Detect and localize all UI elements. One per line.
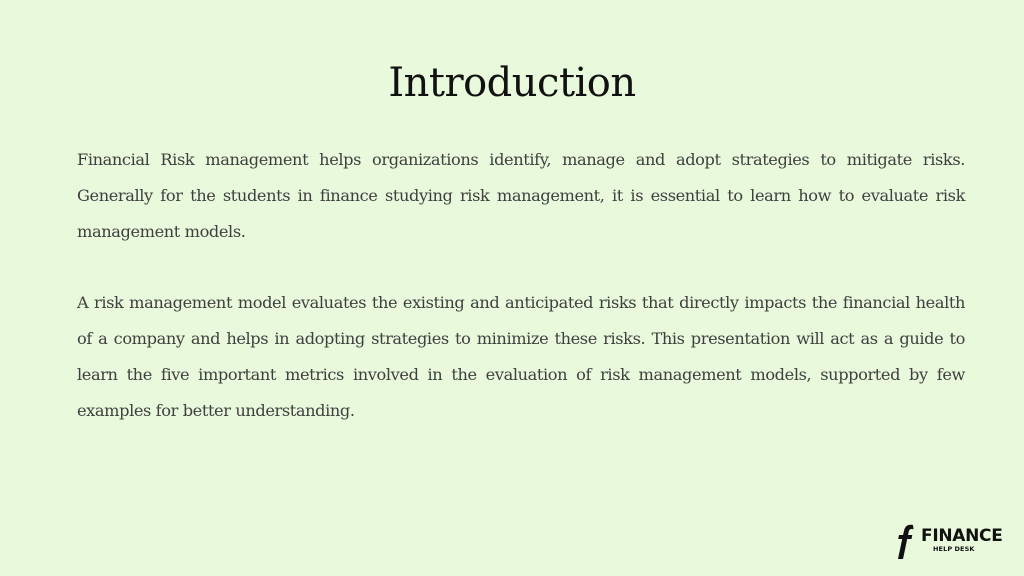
finance-f-icon [893,522,919,562]
slide-title: Introduction [388,60,636,106]
logo-wordmark: FINANCE [921,526,1003,546]
intro-paragraph-2: A risk management model evaluates the existing and anticipated risks that directly impacts the financial health of a company and helps in adopting strategies to minimize these risks. This presentation will act as a guide to learn the five important metrics involved in the evaluation of risk management models, supported by few examples for better understanding. [77,293,965,420]
logo-tagline: HELP DESK [933,545,975,553]
intro-paragraph-1: Financial Risk management helps organizations identify, manage and adopt strategies to mitigate risks. Generally for the students in finance studying risk management, it is essential to learn how to evaluate risk management models. [77,150,965,241]
finance-help-desk-logo [893,522,1005,562]
